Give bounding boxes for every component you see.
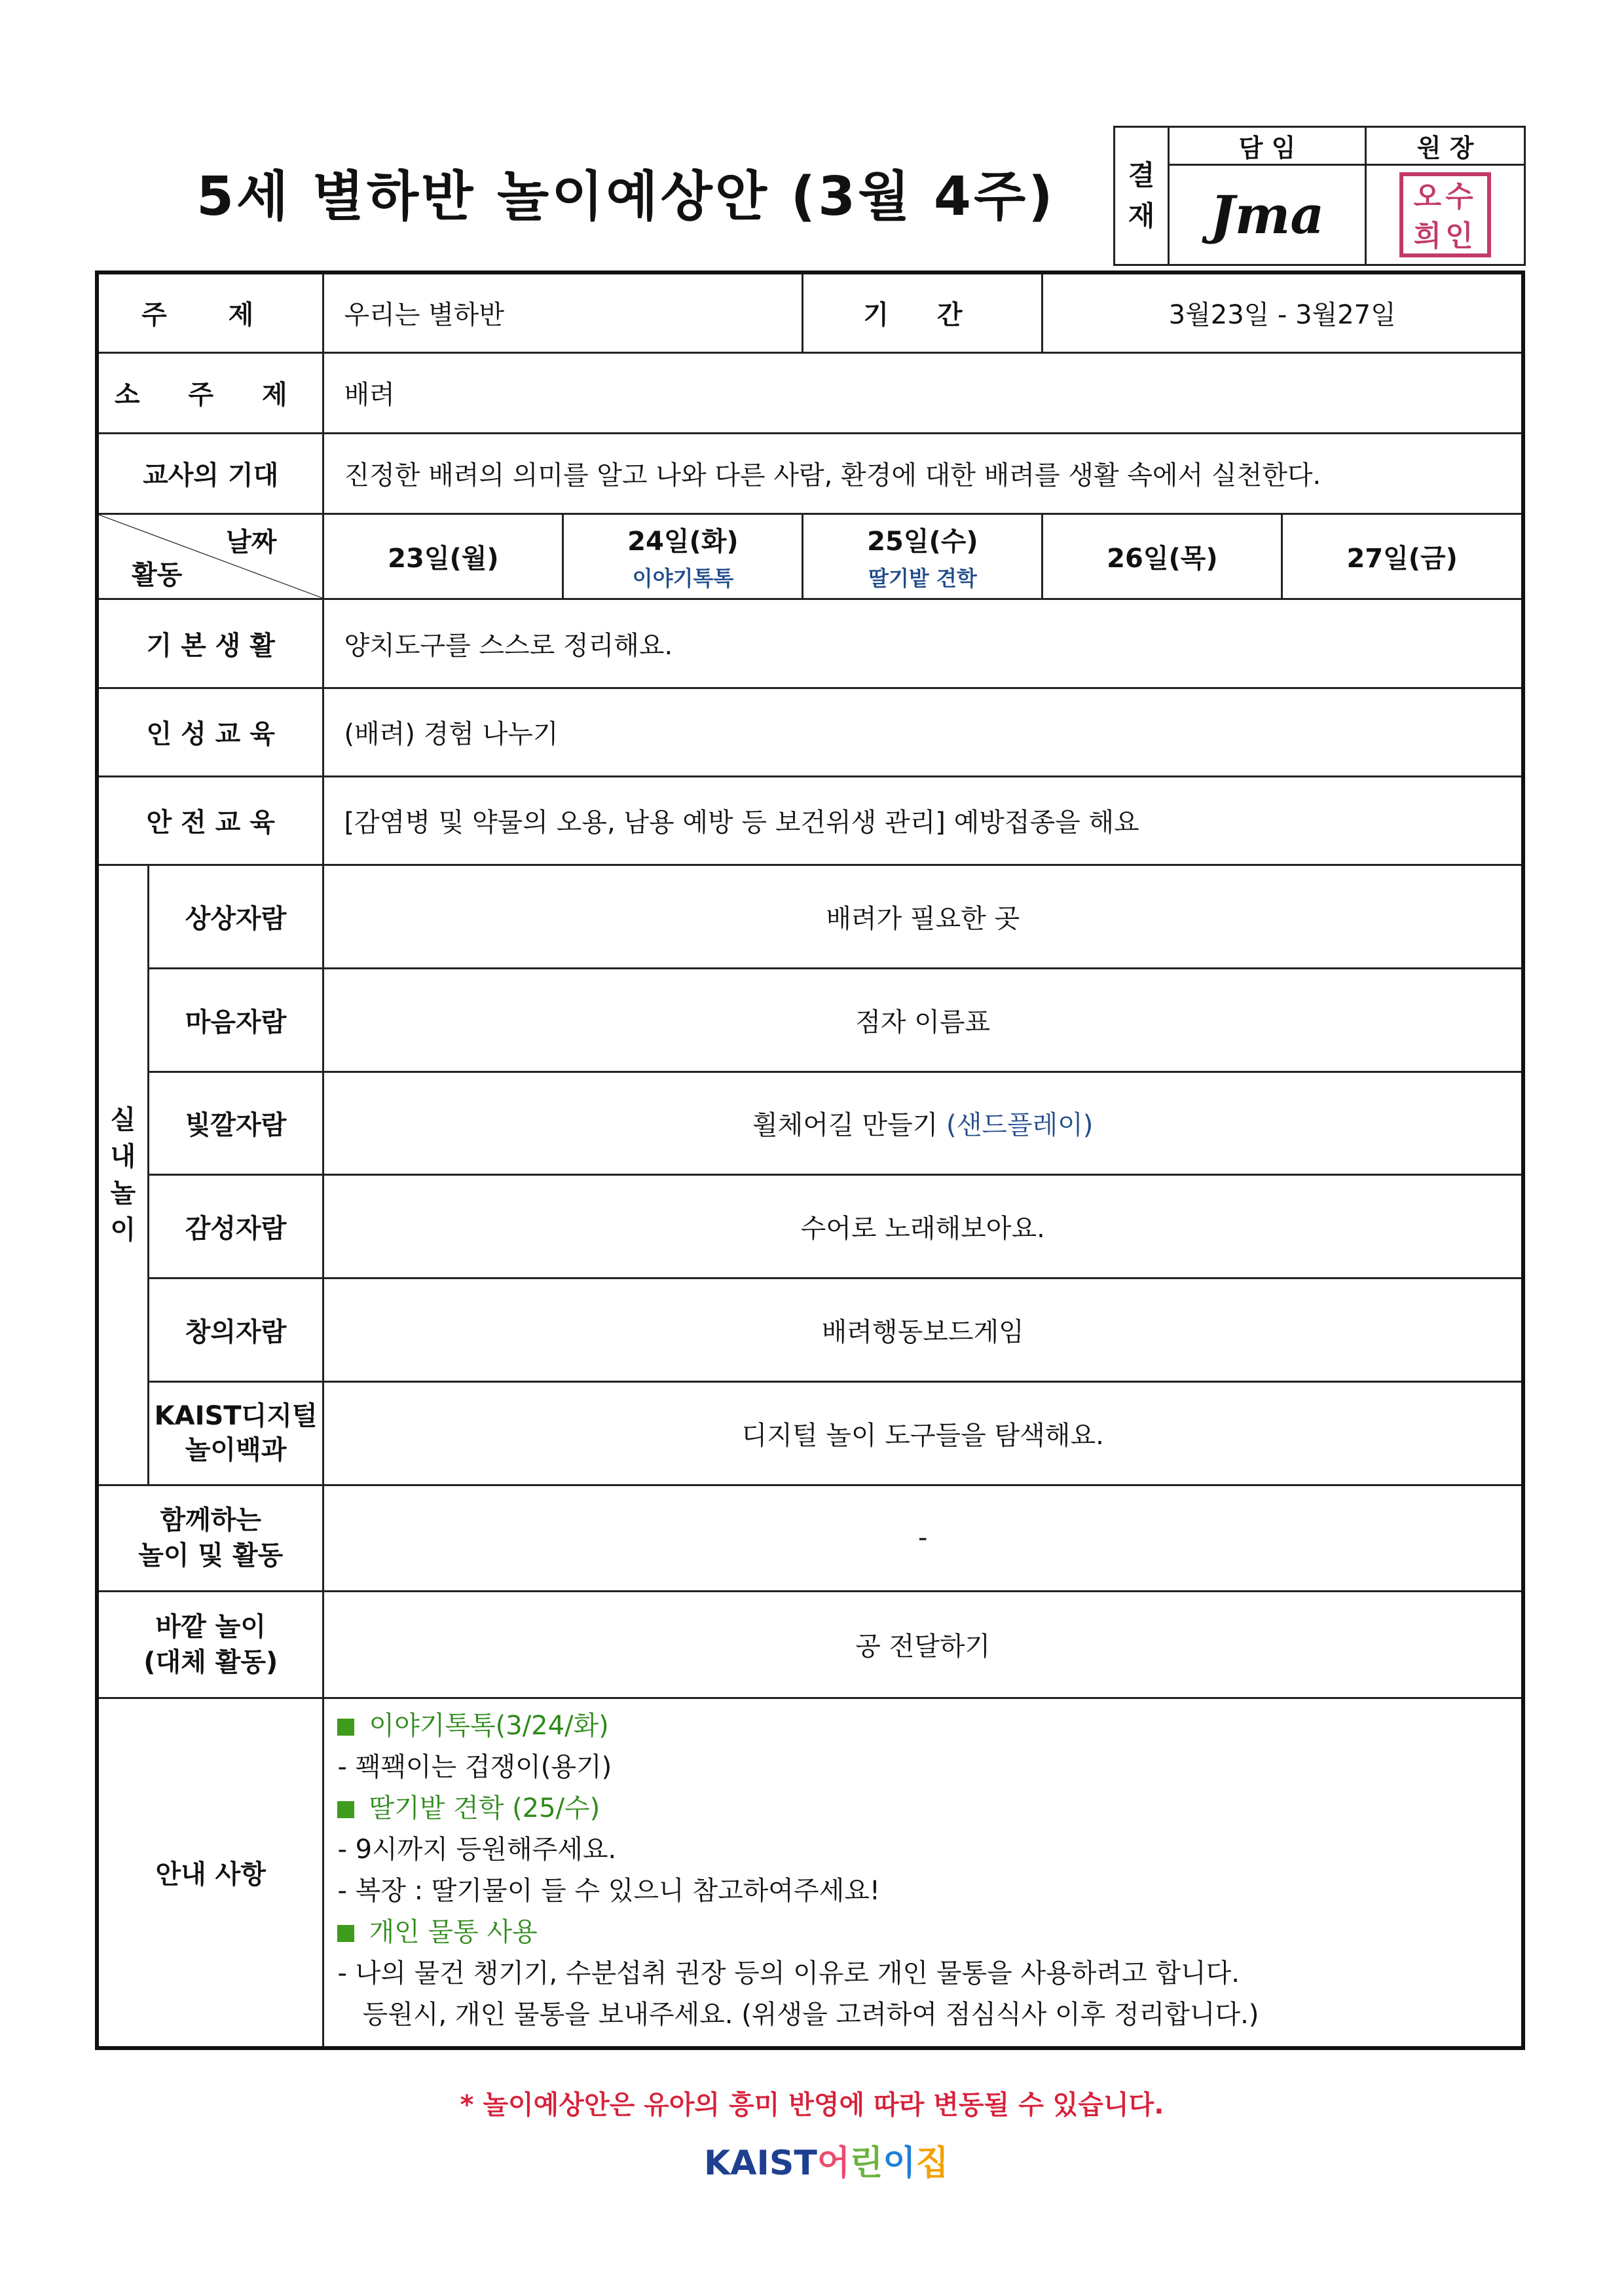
day-fri: 27일(금)	[1282, 513, 1523, 599]
character-value: (배려) 경험 나누기	[323, 688, 1523, 776]
stamp-seal: 오수희인	[1399, 172, 1491, 257]
day-wed: 25일(수) 딸기밭 견학	[803, 513, 1043, 599]
indoor-label: 빛깔자람	[148, 1072, 323, 1174]
notice-label: 안내 사항	[97, 1698, 323, 2048]
indoor-label: 창의자람	[148, 1278, 323, 1381]
kaist-logo: KAIST어린이집	[704, 2144, 949, 2183]
basic-value: 양치도구를 스스로 정리해요.	[323, 599, 1523, 688]
outdoor-value: 공 전달하기	[323, 1591, 1523, 1698]
expect-value: 진정한 배려의 의미를 알고 나와 다른 사람, 환경에 대한 배려를 생활 속에서 실천한다.	[323, 433, 1523, 513]
indoor-label: KAIST디지털 놀이백과	[148, 1381, 323, 1485]
together-label: 함께하는 놀이 및 활동	[97, 1485, 323, 1591]
indoor-value: 배려가 필요한 곳	[323, 865, 1523, 968]
notice-heading: 딸기밭 견학 (25/수)	[337, 1788, 1521, 1829]
indoor-label: 감성자람	[148, 1174, 323, 1278]
day-wed-note: 딸기밭 견학	[868, 565, 977, 591]
indoor-label: 상상자람	[148, 865, 323, 968]
day-tue-note: 이야기톡톡	[632, 565, 734, 591]
green-square-icon	[337, 1801, 354, 1818]
indoor-value: 배려행동보드게임	[323, 1278, 1523, 1381]
green-square-icon	[337, 1719, 354, 1736]
approval-box	[1113, 126, 1526, 266]
day-thu: 26일(목)	[1043, 513, 1282, 599]
theme-value: 우리는 별하반	[323, 272, 803, 352]
director-header: 원 장	[1366, 127, 1525, 165]
outdoor-label: 바깥 놀이 (대체 활동)	[97, 1591, 323, 1698]
notice-line: - 복장 : 딸기물이 들 수 있으니 참고하여주세요!	[337, 1875, 880, 1906]
day-mon: 23일(월)	[323, 513, 563, 599]
plan-table	[95, 271, 1525, 2050]
notice-body	[323, 1698, 1523, 2048]
theme-label: 주 제	[97, 272, 323, 352]
indoor-value: 수어로 노래해보아요.	[323, 1174, 1523, 1278]
director-stamp	[1366, 165, 1525, 265]
notice-line: - 나의 물건 챙기기, 수분섭취 권장 등의 이유로 개인 물통을 사용하려고 합니다.	[337, 1958, 1240, 1988]
indoor-value: 휠체어길 만들기 (샌드플레이)	[323, 1072, 1523, 1174]
safety-value: [감염병 및 약물의 오용, 남용 예방 등 보건위생 관리] 예방접종을 해요	[323, 776, 1523, 865]
corner-date: 날짜	[226, 527, 277, 557]
together-value: -	[323, 1485, 1523, 1591]
indoor-value: 디지털 놀이 도구들을 탐색해요.	[323, 1381, 1523, 1485]
indoor-group-label: 실 내 놀 이	[97, 865, 148, 1485]
approval-label: 결 재	[1115, 127, 1169, 265]
character-label: 인 성 교 육	[97, 688, 323, 776]
footer-note: * 놀이예상안은 유아의 흥미 반영에 따라 변동될 수 있습니다.	[460, 2090, 1164, 2120]
teacher-signature: Jma	[1169, 165, 1366, 265]
day-tue: 24일(화) 이야기톡톡	[563, 513, 803, 599]
notice-heading: 이야기톡톡(3/24/화)	[337, 1706, 1521, 1747]
corner-activity: 활동	[132, 559, 183, 590]
teacher-header: 담 임	[1169, 127, 1366, 165]
period-label: 기 간	[803, 272, 1043, 352]
green-square-icon	[337, 1925, 354, 1942]
subtheme-value: 배려	[323, 352, 1523, 433]
indoor-label: 마음자람	[148, 968, 323, 1072]
basic-label: 기 본 생 활	[97, 599, 323, 688]
expect-label: 교사의 기대	[97, 433, 323, 513]
subtheme-label: 소 주 제	[97, 352, 323, 433]
page-title: 5세 별하반 놀이예상안 (3월 4주)	[196, 166, 1056, 228]
indoor-value-extra: (샌드플레이)	[946, 1110, 1094, 1140]
notice-line: - 9시까지 등원해주세요.	[337, 1834, 617, 1865]
period-value: 3월23일 - 3월27일	[1043, 272, 1523, 352]
notice-line: - 꽥꽥이는 겁쟁이(용기)	[337, 1751, 612, 1782]
notice-line: 등원시, 개인 물통을 보내주세요. (위생을 고려하여 점심식사 이후 정리합니다.)	[337, 1999, 1259, 2030]
date-activity-corner	[97, 513, 323, 599]
notice-heading: 개인 물통 사용	[337, 1912, 1521, 1953]
indoor-value: 점자 이름표	[323, 968, 1523, 1072]
safety-label: 안 전 교 육	[97, 776, 323, 865]
